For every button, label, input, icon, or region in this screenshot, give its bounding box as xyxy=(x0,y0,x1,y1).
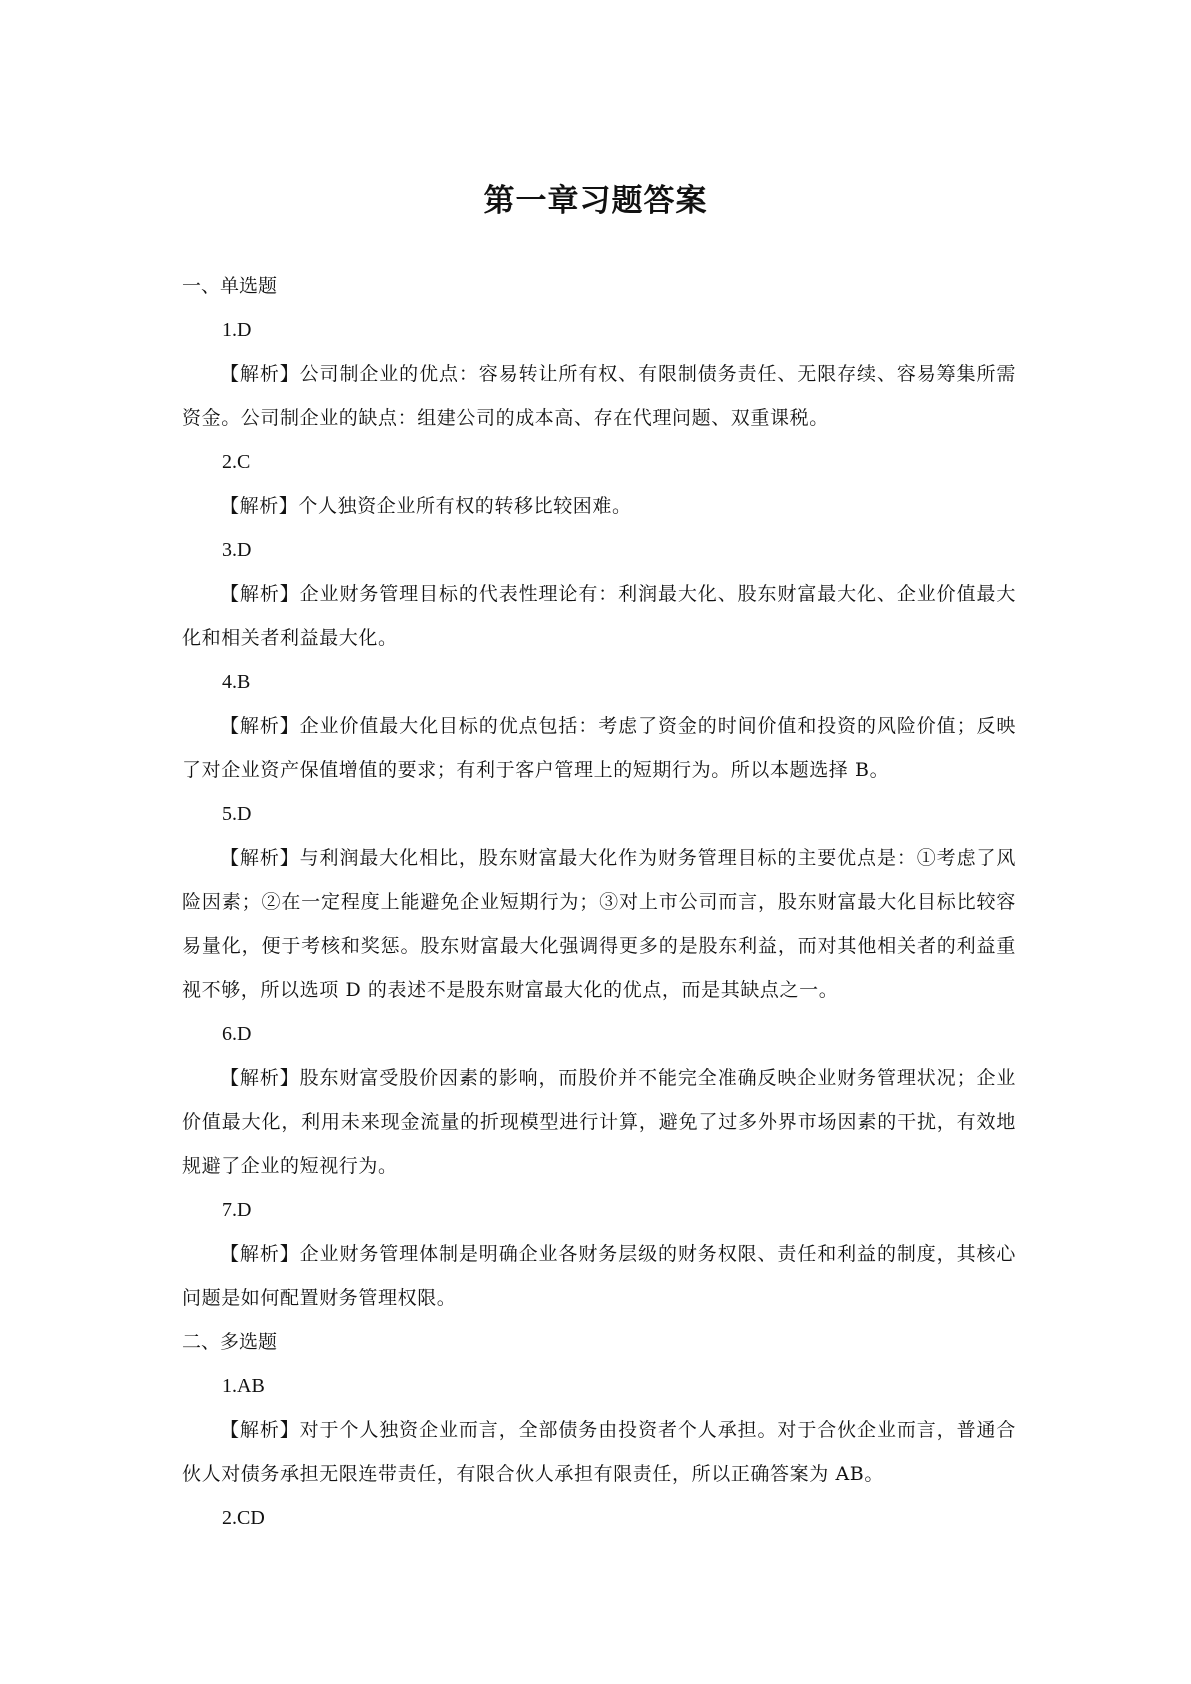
answer-number: 1.D xyxy=(222,319,252,341)
explanation xyxy=(182,1232,1016,1320)
section-heading-multiple-choice: 二、多选题 xyxy=(182,1331,278,1353)
answer-number: 1.AB xyxy=(222,1375,265,1397)
answer-number: 7.D xyxy=(222,1199,252,1221)
answer-number: 6.D xyxy=(222,1023,252,1045)
explanation-label: 【解析】 xyxy=(220,715,300,737)
explanation-label: 【解析】 xyxy=(220,583,300,605)
explanation xyxy=(182,1408,1016,1496)
explanation-text: 与利润最大化相比，股东财富最大化作为财务管理目标的主要优点是：①考虑了风险因素；②在一定程度上能避免企业短期行为；③对上市公司而言，股东财富最大化目标比较容易量化，便于考核和奖惩。股东财富最大化强调得更多的是股东利益，而对其他相关者的利益重视不够，所以选项 D 的表述不是股东财富最大化的优点，而是其缺点之一。 xyxy=(182,847,1016,1001)
page-title: 第一章习题答案 xyxy=(483,183,708,219)
explanation-text: 企业财务管理体制是明确企业各财务层级的财务权限、责任和利益的制度，其核心问题是如何配置财务管理权限。 xyxy=(182,1243,1016,1309)
explanation-label: 【解析】 xyxy=(220,1067,300,1089)
explanation xyxy=(182,484,1016,528)
explanation-label: 【解析】 xyxy=(220,1243,300,1265)
explanation-label: 【解析】 xyxy=(220,495,299,517)
answer-number: 3.D xyxy=(222,539,252,561)
explanation-text: 企业财务管理目标的代表性理论有：利润最大化、股东财富最大化、企业价值最大化和相关者利益最大化。 xyxy=(182,583,1016,649)
explanation-label: 【解析】 xyxy=(220,847,300,869)
explanation xyxy=(182,352,1016,440)
explanation xyxy=(182,704,1016,792)
answer-number: 5.D xyxy=(222,803,252,825)
explanation-label: 【解析】 xyxy=(220,1419,300,1441)
explanation-text: 股东财富受股价因素的影响，而股价并不能完全准确反映企业财务管理状况；企业价值最大化，利用未来现金流量的折现模型进行计算，避免了过多外界市场因素的干扰，有效地规避了企业的短视行为。 xyxy=(182,1067,1016,1177)
explanation-text: 公司制企业的优点：容易转让所有权、有限制债务责任、无限存续、容易筹集所需资金。公司制企业的缺点：组建公司的成本高、存在代理问题、双重课税。 xyxy=(182,363,1016,429)
document-body xyxy=(182,264,1016,1540)
explanation-label: 【解析】 xyxy=(220,363,300,385)
answer-number: 4.B xyxy=(222,671,251,693)
explanation-text: 个人独资企业所有权的转移比较困难。 xyxy=(298,495,632,517)
explanation xyxy=(182,572,1016,660)
explanation-text: 企业价值最大化目标的优点包括：考虑了资金的时间价值和投资的风险价值；反映了对企业资产保值增值的要求；有利于客户管理上的短期行为。所以本题选择 B。 xyxy=(182,715,1016,781)
answer-number: 2.C xyxy=(222,451,251,473)
explanation xyxy=(182,1056,1016,1188)
explanation-text: 对于个人独资企业而言，全部债务由投资者个人承担。对于合伙企业而言，普通合伙人对债务承担无限连带责任，有限合伙人承担有限责任，所以正确答案为 AB。 xyxy=(182,1419,1016,1485)
explanation xyxy=(182,836,1016,1012)
answer-number: 2.CD xyxy=(222,1507,265,1529)
section-heading-single-choice: 一、单选题 xyxy=(182,275,278,297)
